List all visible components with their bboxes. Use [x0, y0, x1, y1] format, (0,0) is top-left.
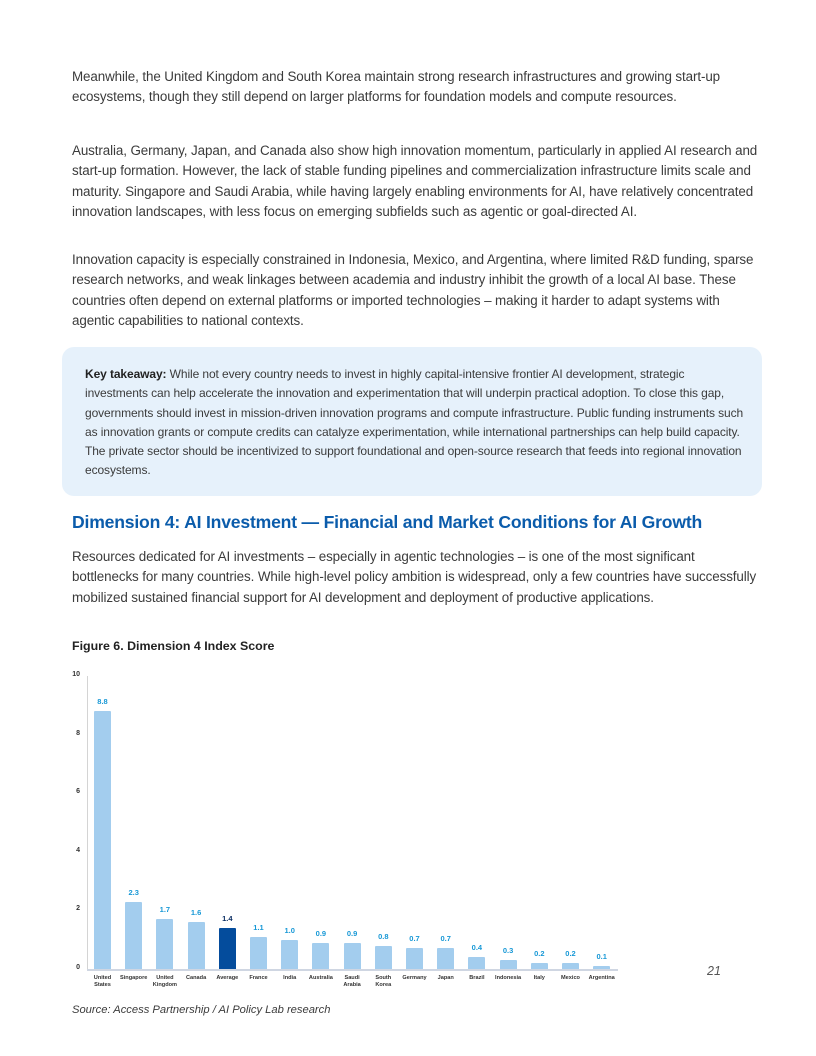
data-bar	[344, 943, 361, 969]
data-bar	[156, 919, 173, 969]
data-bar	[281, 940, 298, 969]
paragraph-innovation-constrained: Innovation capacity is especially constrained in Indonesia, Mexico, and Argentina, where limited R&D funding, sparse research networks, and weak linkages between academia and industry inhibit the growth of a local AI base. These countries often depend on external platforms or imported technologies – making it harder to adapt systems with agentic capabilities to national contexts.	[72, 252, 754, 328]
section-body: Resources dedicated for AI investments – especially in agentic technologies – is one of the most significant bottlenecks for many countries. While high-level policy ambition is widespread, only a few countries have successfully mobilized sustained financial support for AI development and deployment of productive applications.	[72, 549, 757, 605]
bar-value-label: 0.9	[315, 928, 327, 938]
y-tick-label: 6	[76, 788, 80, 796]
x-category-label	[210, 975, 244, 982]
bar-value-label: 1.4	[222, 913, 233, 923]
y-tick-label: 4	[76, 846, 80, 854]
x-category-label	[117, 975, 151, 982]
x-axis-line	[87, 969, 618, 971]
x-category-label	[554, 975, 588, 982]
x-category-label	[86, 975, 120, 989]
data-bar	[94, 711, 111, 969]
x-category-label	[335, 975, 369, 989]
bar-value-label: 1.7	[159, 905, 171, 915]
paragraph-uk-south-korea: Meanwhile, the United Kingdom and South Korea maintain strong research infrastructures and growing start-up ecosystems, though they still depend on larger platforms for foundation models and compute resources.	[72, 69, 721, 105]
key-takeaway-text	[85, 365, 745, 481]
data-bar	[125, 902, 142, 969]
category-label-line: India	[283, 975, 297, 981]
x-category-label	[148, 975, 182, 989]
data-bar	[188, 922, 205, 969]
category-label-line: Indonesia	[495, 975, 522, 981]
bar-value-label: 2.3	[128, 887, 139, 897]
category-label-line: Australia	[308, 975, 333, 981]
x-category-label	[242, 975, 276, 982]
data-bar	[250, 937, 267, 969]
key-takeaway-label: Key takeaway:	[85, 367, 167, 381]
category-label-line: Saudi	[344, 975, 360, 981]
category-label-line: States	[94, 982, 111, 988]
y-axis-line	[87, 676, 88, 970]
bar-value-label: 8.8	[97, 697, 108, 707]
x-category-label	[460, 975, 494, 982]
x-category-label	[429, 975, 463, 982]
category-label-line: Average	[216, 975, 239, 981]
key-takeaway-box	[62, 347, 762, 496]
data-bar	[437, 948, 454, 969]
category-label-line: France	[249, 975, 268, 981]
y-tick-label: 8	[76, 729, 80, 737]
category-label-line: Argentina	[588, 975, 615, 981]
x-category-label	[398, 975, 432, 982]
x-category-label	[304, 975, 338, 982]
category-label-line: Germany	[402, 975, 427, 981]
bar-value-label: 1.1	[253, 922, 264, 932]
category-label-line: Japan	[437, 975, 454, 981]
category-label-line: Mexico	[561, 975, 580, 981]
bar-value-label: 0.8	[378, 931, 389, 941]
figure-source: Source: Access Partnership / AI Policy Lab research	[72, 1004, 331, 1016]
bar-value-label: 0.7	[409, 934, 420, 944]
key-takeaway-body: While not every country needs to invest in highly capital-intensive frontier AI development, strategic investments can help accelerate the innovation and experimentation that will underpin practical adoption. To close this gap, governments should invest in mission-driven innovation programs and compute infrastructure. Public funding instruments such as innovation grants or compute credits can catalyze experimentation, while international partnerships can help build capacity. The private sector should be incentivized to support foundational and open-source research that feeds into regional innovation ecosystems.	[85, 367, 744, 478]
page-number: 21	[707, 964, 721, 978]
data-bar	[531, 963, 548, 969]
y-tick-label: 10	[72, 671, 80, 678]
bar-value-label: 0.2	[534, 949, 545, 959]
bar-value-label: 0.4	[471, 943, 483, 953]
y-tick-label: 0	[76, 964, 80, 971]
bar-value-label: 0.7	[440, 934, 451, 944]
section-heading: Dimension 4: AI Investment — Financial and Market Conditions for AI Growth	[72, 512, 703, 532]
paragraph-innovation-momentum: Australia, Germany, Japan, and Canada also show high innovation momentum, particularly in applied AI research and start-up formation. However, the lack of stable funding pipelines and commercialization infrastructure limits scale and maturity. Singapore and Saudi Arabia, while having largely enabling environments for AI, have relatively concentrated innovation landscapes, with less focus on emerging subfields such as agentic or goal-directed AI.	[72, 143, 758, 219]
data-bar	[500, 960, 517, 969]
bar-value-label: 1.6	[190, 908, 202, 918]
bar-value-label: 0.3	[502, 946, 514, 956]
category-label-line: Arabia	[343, 982, 361, 988]
figure-title: Figure 6. Dimension 4 Index Score	[72, 639, 275, 653]
y-tick-label: 2	[76, 905, 80, 913]
category-label-line: Singapore	[120, 975, 148, 981]
category-label-line: Canada	[185, 975, 207, 981]
data-bar	[406, 948, 423, 969]
bar-value-label: 0.2	[565, 949, 576, 959]
data-bar	[562, 963, 579, 969]
x-category-label	[522, 975, 556, 982]
data-bar	[468, 957, 485, 969]
category-label-line: Italy	[533, 975, 545, 981]
category-label-line: United	[156, 975, 174, 981]
x-category-label	[366, 975, 400, 989]
data-bar	[375, 946, 392, 969]
category-label-line: Kingdom	[152, 982, 178, 988]
category-label-line: South	[375, 975, 392, 981]
x-category-label	[491, 975, 525, 982]
bar-chart	[60, 665, 640, 995]
bar-value-label: 1.0	[284, 925, 295, 935]
data-bar	[312, 943, 329, 969]
category-label-line: Brazil	[469, 975, 485, 981]
x-category-label	[585, 975, 619, 982]
x-category-label	[273, 975, 307, 982]
x-category-label	[179, 975, 213, 982]
data-bar	[593, 966, 610, 969]
category-label-line: Korea	[375, 982, 392, 988]
average-bar	[219, 928, 236, 969]
bar-value-label: 0.1	[596, 952, 607, 962]
bar-value-label: 0.9	[346, 928, 358, 938]
category-label-line: United	[93, 975, 112, 981]
